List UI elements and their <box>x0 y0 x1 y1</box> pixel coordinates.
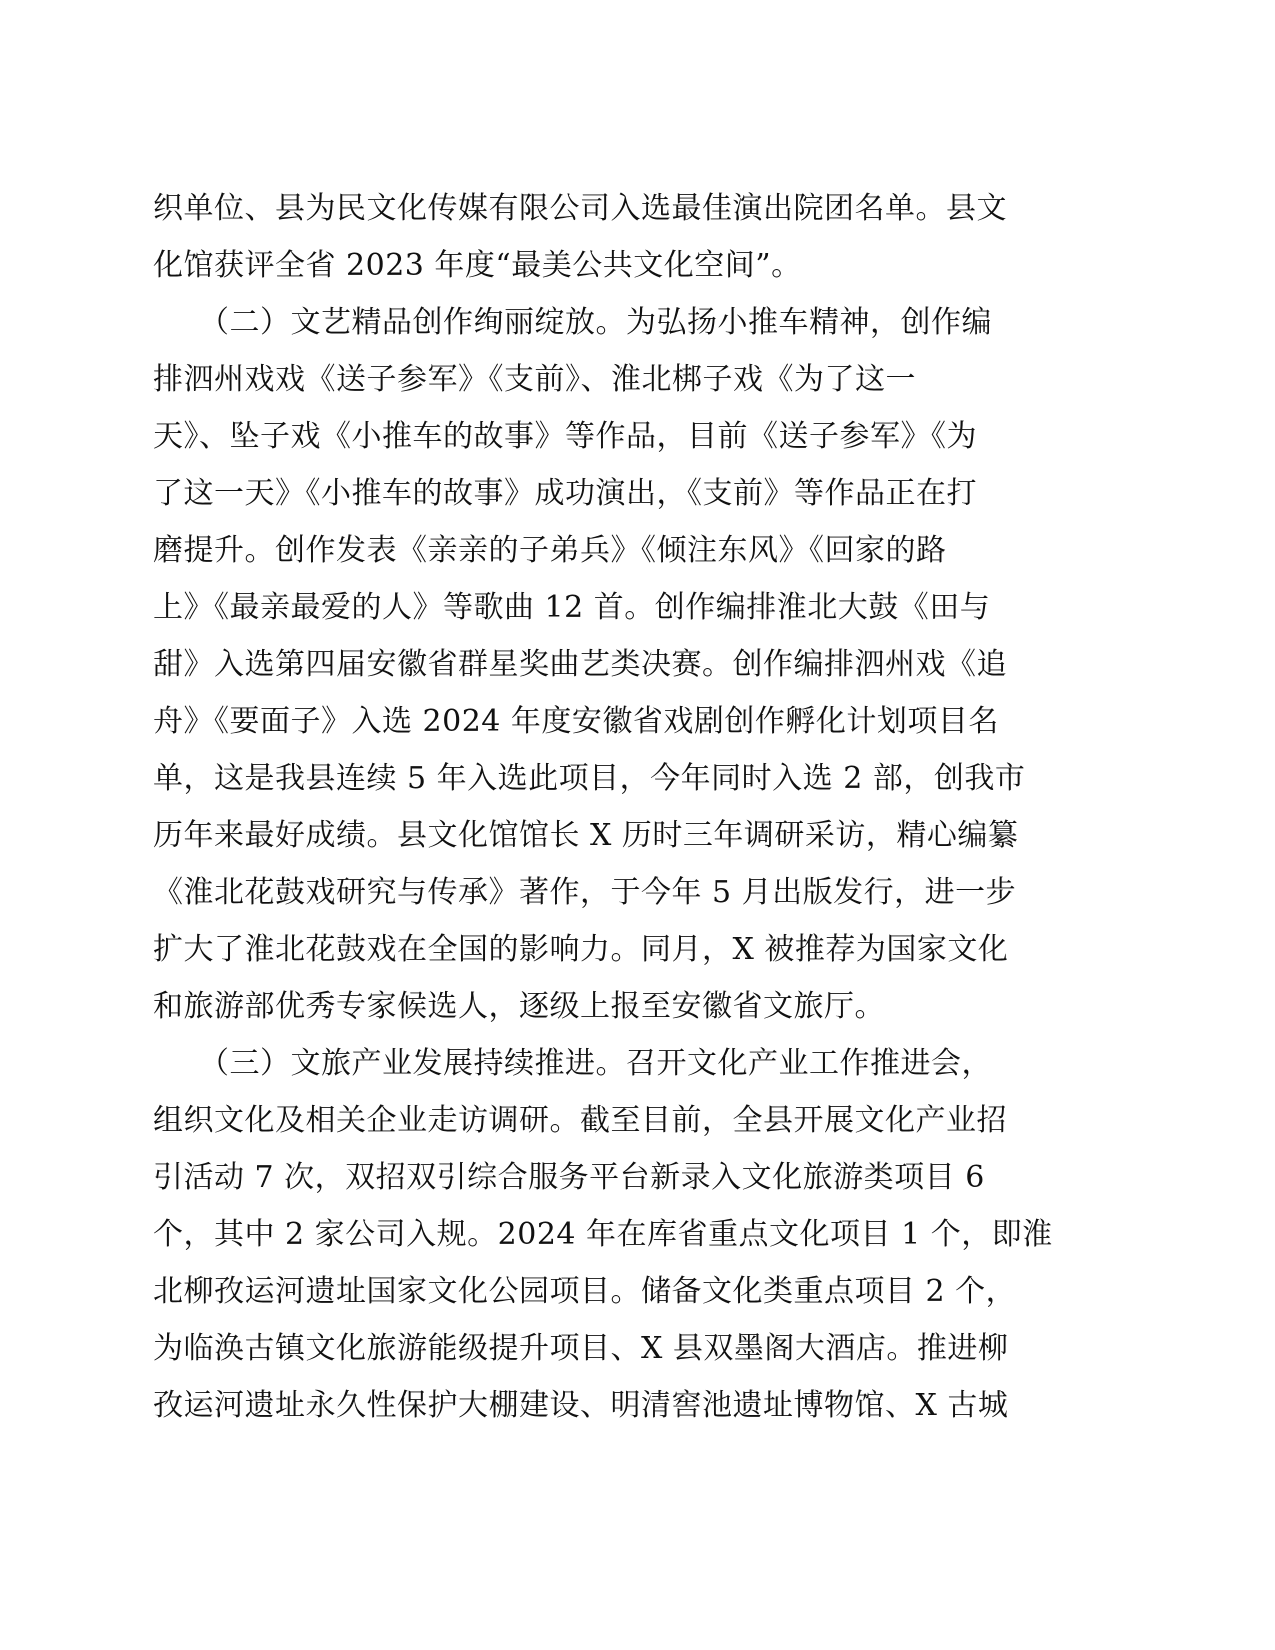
text-line: 天》、坠子戏《小推车的故事》等作品，目前《送子参军》《为 <box>153 419 977 454</box>
text-line: 个，其中 2 家公司入规。2024 年在库省重点文化项目 1 个，即淮 <box>153 1217 1053 1252</box>
text-line: 北柳孜运河遗址国家文化公园项目。储备文化类重点项目 2 个， <box>153 1274 1017 1309</box>
text-line: 磨提升。创作发表《亲亲的子弟兵》《倾注东风》《回家的路 <box>153 533 947 568</box>
text-line: 化馆获评全省 2023 年度“最美公共文化空间”。 <box>153 248 802 283</box>
text-line: 织单位、县为民文化传媒有限公司入选最佳演出院团名单。县文 <box>153 191 1007 226</box>
text-line: 上》《最亲最爱的人》等歌曲 12 首。创作编排淮北大鼓《田与 <box>153 590 991 625</box>
text-line: 《淮北花鼓戏研究与传承》著作，于今年 5 月出版发行，进一步 <box>153 875 1017 910</box>
body-text <box>153 180 1088 1434</box>
text-line: 排泗州戏戏《送子参军》《支前》、淮北梆子戏《为了这一 <box>153 362 916 397</box>
text-line: 单，这是我县连续 5 年入选此项目，今年同时入选 2 部，创我市 <box>153 761 1026 796</box>
text-line: 引活动 7 次，双招双引综合服务平台新录入文化旅游类项目 6 <box>153 1160 985 1195</box>
text-line: 为临涣古镇文化旅游能级提升项目、X 县双墨阁大酒店。推进柳 <box>153 1331 1009 1366</box>
text-line: 了这一天》《小推车的故事》成功演出，《支前》等作品正在打 <box>153 476 977 511</box>
text-line: 历年来最好成绩。县文化馆馆长 X 历时三年调研采访，精心编纂 <box>153 818 1019 853</box>
section-heading-line: （三）文旅产业发展持续推进。召开文化产业工作推进会， <box>153 1046 992 1081</box>
text-line: 甜》入选第四届安徽省群星奖曲艺类决赛。创作编排泗州戏《追 <box>153 647 1007 682</box>
text-line: 组织文化及相关企业走访调研。截至目前，全县开展文化产业招 <box>153 1103 1007 1138</box>
text-line: 和旅游部优秀专家候选人，逐级上报至安徽省文旅厅。 <box>153 989 885 1024</box>
section-heading-line: （二）文艺精品创作绚丽绽放。为弘扬小推车精神，创作编 <box>153 305 992 340</box>
text-line: 舟》《要面子》入选 2024 年度安徽省戏剧创作孵化计划项目名 <box>153 704 999 739</box>
text-line: 孜运河遗址永久性保护大棚建设、明清窖池遗址博物馆、X 古城 <box>153 1388 1009 1423</box>
text-line: 扩大了淮北花鼓戏在全国的影响力。同月，X 被推荐为国家文化 <box>153 932 1009 967</box>
